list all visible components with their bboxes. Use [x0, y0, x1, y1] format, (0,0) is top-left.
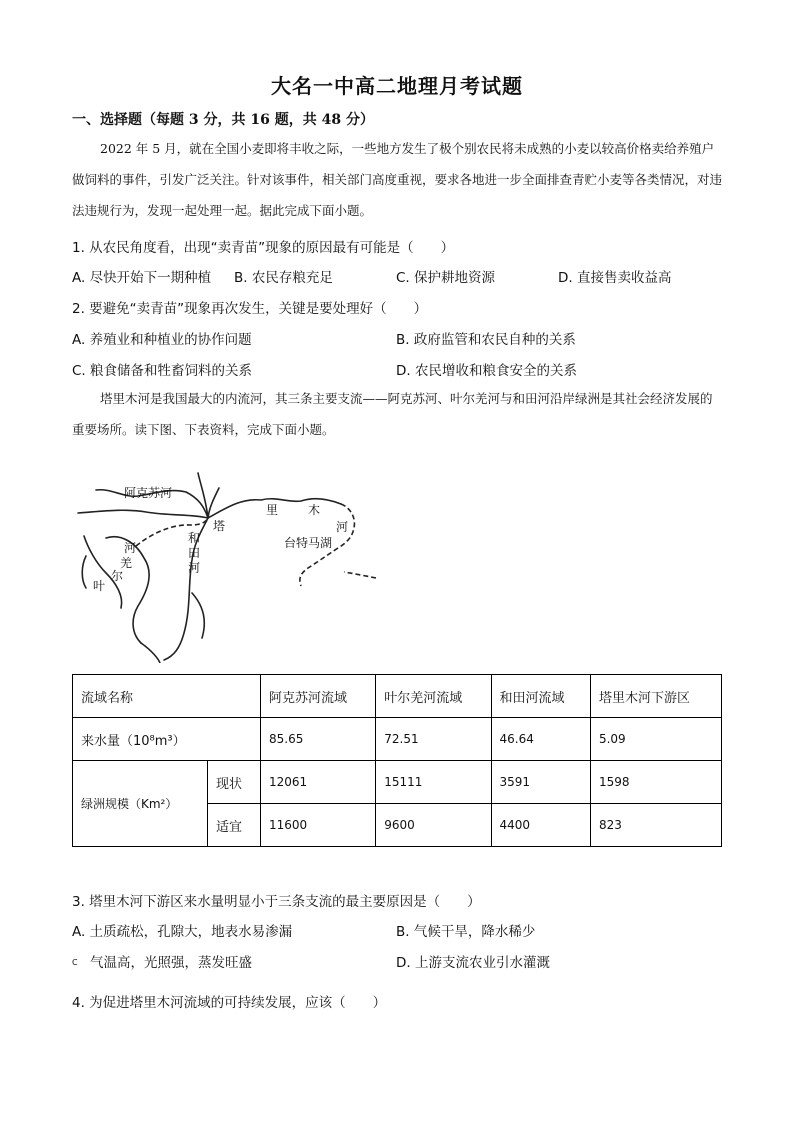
header-aksu: 阿克苏河流域: [261, 675, 376, 718]
label-yarkand-4: 叶: [93, 579, 106, 593]
q1-option-c: C. 保护耕地资源: [396, 270, 496, 286]
cell-suitable-hotan: 4400: [491, 804, 590, 847]
table-row: [73, 761, 722, 804]
q1-option-b: B. 农民存粮充足: [234, 270, 333, 286]
passage-wheat: 2022 年 5 月，就在全国小麦即将丰收之际，一些地方发生了极个别农民将未成熟的小麦以较高价格卖给养殖户做饲料的事件，引发广泛关注。针对该事件，相关部门高度重视，要求各地进一步全面排查青贮小麦等各类情况，对违法违规行为，发现一起处理一起。据此完成下面小题。: [72, 141, 723, 218]
label-yarkand-1: 河: [124, 541, 137, 555]
label-li: 里: [266, 503, 279, 517]
cell-suitable-yarkand: 9600: [376, 804, 491, 847]
cell-water-hotan: 46.64: [491, 718, 590, 761]
tarim-river-map: [76, 468, 386, 663]
q3-option-c-marker: C: [72, 958, 78, 967]
label-current: 现状: [208, 761, 261, 804]
label-hetian-2: 田: [188, 546, 201, 560]
q3-option-d: D. 上游支流农业引水灌溉: [396, 955, 550, 971]
cell-current-aksu: 12061: [261, 761, 376, 804]
basin-data-table: [72, 674, 722, 847]
river-lines: [78, 473, 341, 663]
section-heading: 一、选择题（每题 3 分，共 16 题，共 48 分）: [72, 112, 374, 128]
q3-option-c: 气温高，光照强，蒸发旺盛: [90, 955, 252, 971]
q1-option-a: A. 尽快开始下一期种植: [72, 270, 212, 286]
passage-tarim: 塔里木河是我国最大的内流河，其三条主要支流——阿克苏河、叶尔羌河与和田河沿岸绿洲是其社会经济发展的重要场所。读下图、下表资料，完成下面小题。: [72, 391, 713, 437]
q3-option-b: B. 气候干旱，降水稀少: [396, 924, 536, 940]
cell-water-yarkand: 72.51: [376, 718, 491, 761]
cell-suitable-tarim-lower: 823: [590, 804, 721, 847]
label-oasis-scale: 绿洲规模（Km²）: [73, 761, 208, 847]
header-tarim-lower: 塔里木河下游区: [590, 675, 721, 718]
q2-option-a: A. 养殖业和种植业的协作问题: [72, 332, 252, 348]
q3-option-a: A. 土质疏松，孔隙大，地表水易渗漏: [72, 924, 293, 940]
header-hotan: 和田河流域: [491, 675, 590, 718]
label-taitema-lake: 台特马湖: [284, 536, 333, 550]
header-basin-name: 流域名称: [73, 675, 261, 718]
label-he: 河: [336, 520, 349, 534]
cell-suitable-aksu: 11600: [261, 804, 376, 847]
question-4-stem: 4. 为促进塔里木河流域的可持续发展，应该（ ）: [72, 995, 387, 1011]
label-mu: 木: [308, 503, 321, 517]
header-yarkand: 叶尔羌河流域: [376, 675, 491, 718]
hotan-river: [164, 518, 208, 660]
label-water-volume: 来水量（10⁸m³）: [73, 718, 261, 761]
label-yarkand-3: 尔: [111, 569, 124, 583]
q2-option-b: B. 政府监管和农民自种的关系: [396, 332, 576, 348]
table-row: [73, 675, 722, 718]
q2-option-c: C. 粮食储备和牲畜饲料的关系: [72, 363, 253, 379]
q2-option-d: D. 农民增收和粮食安全的关系: [396, 363, 577, 379]
cell-current-hotan: 3591: [491, 761, 590, 804]
label-ta: 塔: [213, 519, 226, 533]
cell-current-yarkand: 15111: [376, 761, 491, 804]
label-hetian-1: 和: [188, 531, 201, 545]
cell-water-aksu: 85.65: [261, 718, 376, 761]
question-1-stem: 1. 从农民角度看，出现“卖青苗”现象的原因最有可能是（ ）: [72, 240, 455, 256]
label-hetian-3: 河: [188, 561, 201, 575]
table-row: [73, 718, 722, 761]
seasonal-rivers: [136, 504, 376, 586]
page-title: 大名一中高二地理月考试题: [271, 74, 523, 98]
label-suitable: 适宜: [208, 804, 261, 847]
question-2-stem: 2. 要避免“卖青苗”现象再次发生，关键是要处理好（ ）: [72, 301, 428, 317]
cell-water-tarim-lower: 5.09: [590, 718, 721, 761]
question-3-stem: 3. 塔里木河下游区来水量明显小于三条支流的最主要原因是（ ）: [72, 894, 481, 910]
label-aksu-river: 阿克苏河: [124, 486, 173, 500]
cell-current-tarim-lower: 1598: [590, 761, 721, 804]
label-yarkand-2: 羌: [120, 556, 133, 570]
q1-option-d: D. 直接售卖收益高: [558, 270, 672, 286]
